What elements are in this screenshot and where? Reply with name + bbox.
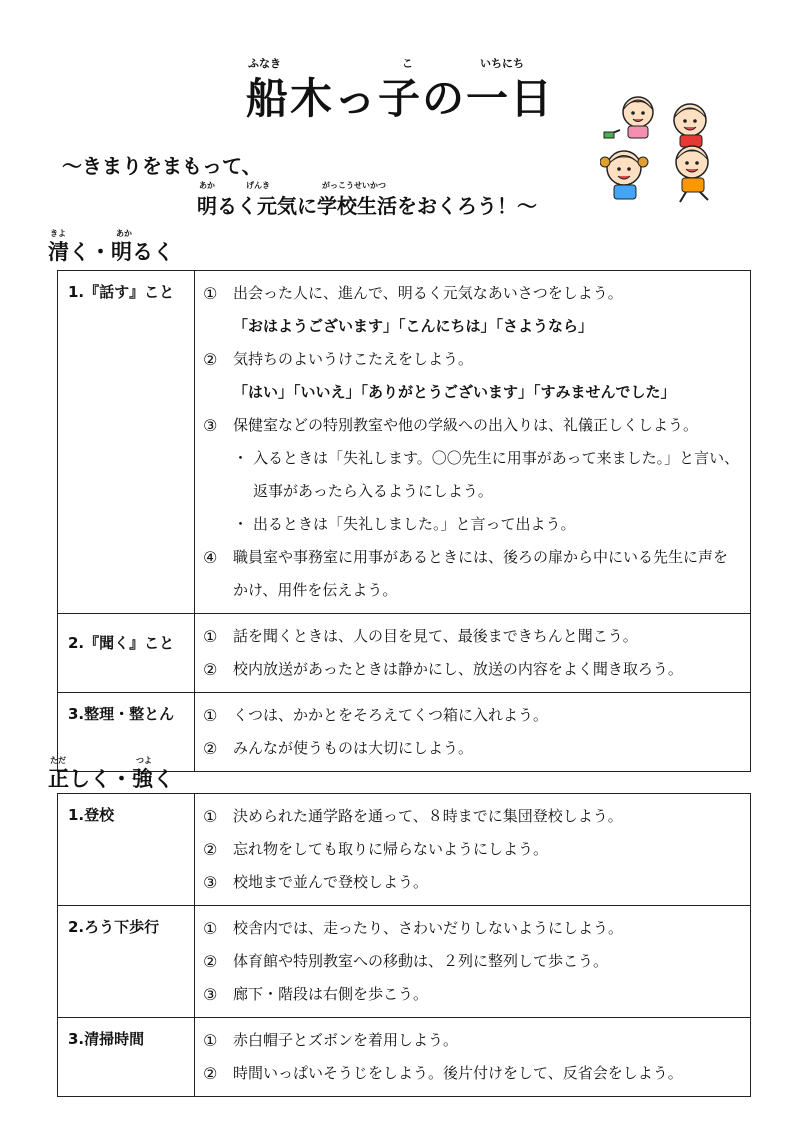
category-cell: 1.登校	[58, 794, 195, 906]
bullet-item: ・ 出るときは「失礼しました。」と言って出よう。	[203, 508, 742, 541]
rules-table-2	[57, 793, 751, 1097]
section1-ruby-1: きよ	[50, 229, 66, 238]
item-number: ①	[203, 706, 218, 725]
item-number: ①	[203, 807, 218, 826]
page-title: 船木っ子の一日	[245, 74, 554, 123]
item-text: くつは、かかとをそろえてくつ箱に入れよう。	[233, 706, 549, 724]
list-item	[203, 800, 742, 833]
bullet-text: 出るときは「失礼しました。」と言って出よう。	[253, 515, 576, 533]
section-heading-2: 正しく・強く	[48, 767, 174, 791]
table-row	[58, 271, 751, 614]
children-illustration	[600, 90, 730, 205]
item-number: ③	[203, 416, 218, 435]
item-text: 体育館や特別教室への移動は、２列に整列して歩こう。	[233, 952, 609, 970]
item-text: みんなが使うものは大切にしよう。	[233, 739, 474, 757]
item-text: 保健室などの特別教室や他の学級への出入りは、礼儀正しくしよう。	[233, 416, 699, 434]
item-number: ③	[203, 985, 218, 1004]
category-cell: 3.整理・整とん	[58, 693, 195, 772]
item-text: 校舎内では、走ったり、さわいだりしないようにしよう。	[233, 919, 624, 937]
subtitle-ruby-3: がっこうせいかつ	[322, 181, 386, 190]
item-number: ②	[203, 350, 218, 369]
category-cell: 2.『聞く』こと	[58, 614, 195, 693]
title-ruby-3: いちにち	[480, 57, 524, 70]
item-example: 「はい」「いいえ」「ありがとうございます」「すみませんでした」	[233, 383, 676, 401]
list-item	[203, 945, 742, 978]
section1-ruby-2: あか	[116, 229, 132, 238]
items-cell	[195, 271, 751, 614]
item-text: 時間いっぱいそうじをしよう。後片付けをして、反省会をしよう。	[233, 1064, 683, 1082]
table-row	[58, 906, 751, 1018]
list-item	[203, 866, 742, 899]
list-item	[203, 409, 742, 442]
item-text: 赤白帽子とズボンを着用しよう。	[233, 1031, 459, 1049]
category-cell: 2.ろう下歩行	[58, 906, 195, 1018]
list-item	[203, 1057, 742, 1090]
list-item	[203, 343, 742, 376]
bullet-item: ・ 入るときは「失礼します。〇〇先生に用事があって来ました。」と言い、返事があったら入るようにしよう。	[203, 442, 742, 508]
list-item	[203, 833, 742, 866]
subtitle-line-2: 明るく元気に学校生活をおくろう！～	[197, 194, 537, 218]
item-text: 出会った人に、進んで、明るく元気なあいさつをしよう。	[233, 284, 623, 302]
list-item	[203, 732, 742, 765]
table-row	[58, 693, 751, 772]
table-row	[58, 1018, 751, 1097]
item-number: ①	[203, 919, 218, 938]
list-item	[203, 978, 742, 1011]
section2-ruby-1: ただ	[50, 756, 66, 765]
table-row	[58, 614, 751, 693]
subtitle-ruby-1: あか	[199, 181, 215, 190]
subtitle-line-1: ～きまりをまもって、	[62, 154, 262, 178]
title-ruby-1: ふなき	[248, 57, 281, 70]
section2-ruby-2: つよ	[136, 756, 152, 765]
title-ruby-2: こ	[402, 57, 413, 70]
list-item	[203, 699, 742, 732]
table-row	[58, 794, 751, 906]
item-number: ②	[203, 840, 218, 859]
list-item	[203, 277, 742, 310]
items-cell	[195, 794, 751, 906]
item-text: 校内放送があったときは静かにし、放送の内容をよく聞き取ろう。	[233, 660, 683, 678]
item-number: ②	[203, 952, 218, 971]
item-number: ②	[203, 1064, 218, 1083]
subtitle-ruby-2: げんき	[246, 181, 270, 190]
item-number: ④	[203, 548, 218, 567]
list-item	[203, 912, 742, 945]
list-item	[203, 541, 742, 607]
list-item	[203, 653, 742, 686]
rules-table-1	[57, 270, 751, 772]
items-cell	[195, 1018, 751, 1097]
items-cell	[195, 906, 751, 1018]
item-number: ①	[203, 627, 218, 646]
bullet-text: 入るときは「失礼します。〇〇先生に用事があって来ました。」と言い、返事があったら入るようにしよう。	[253, 449, 740, 500]
item-text: 廊下・階段は右側を歩こう。	[233, 985, 429, 1003]
item-text: 職員室や事務室に用事があるときには、後ろの扉から中にいる先生に声をかけ、用件を伝えよう。	[233, 548, 729, 599]
item-example: 「おはようございます」「こんにちは」「さようなら」	[233, 317, 594, 335]
item-number: ②	[203, 660, 218, 679]
title-ruby	[0, 55, 800, 71]
list-item	[203, 1024, 742, 1057]
items-cell	[195, 614, 751, 693]
item-number: ①	[203, 284, 218, 303]
item-number: ①	[203, 1031, 218, 1050]
item-number: ②	[203, 739, 218, 758]
items-cell	[195, 693, 751, 772]
item-number: ③	[203, 873, 218, 892]
section-heading-1: 清く・明るく	[48, 240, 174, 264]
item-text: 決められた通学路を通って、８時までに集団登校しよう。	[233, 807, 623, 825]
category-cell: 1.『話す』こと	[58, 271, 195, 614]
item-text: 気持ちのよいうけこたえをしよう。	[233, 350, 474, 368]
item-text: 話を聞くときは、人の目を見て、最後まできちんと聞こう。	[233, 627, 638, 645]
item-text: 校地まで並んで登校しよう。	[233, 873, 429, 891]
category-cell: 3.清掃時間	[58, 1018, 195, 1097]
item-text: 忘れ物をしても取りに帰らないようにしよう。	[233, 840, 549, 858]
list-item	[203, 620, 742, 653]
